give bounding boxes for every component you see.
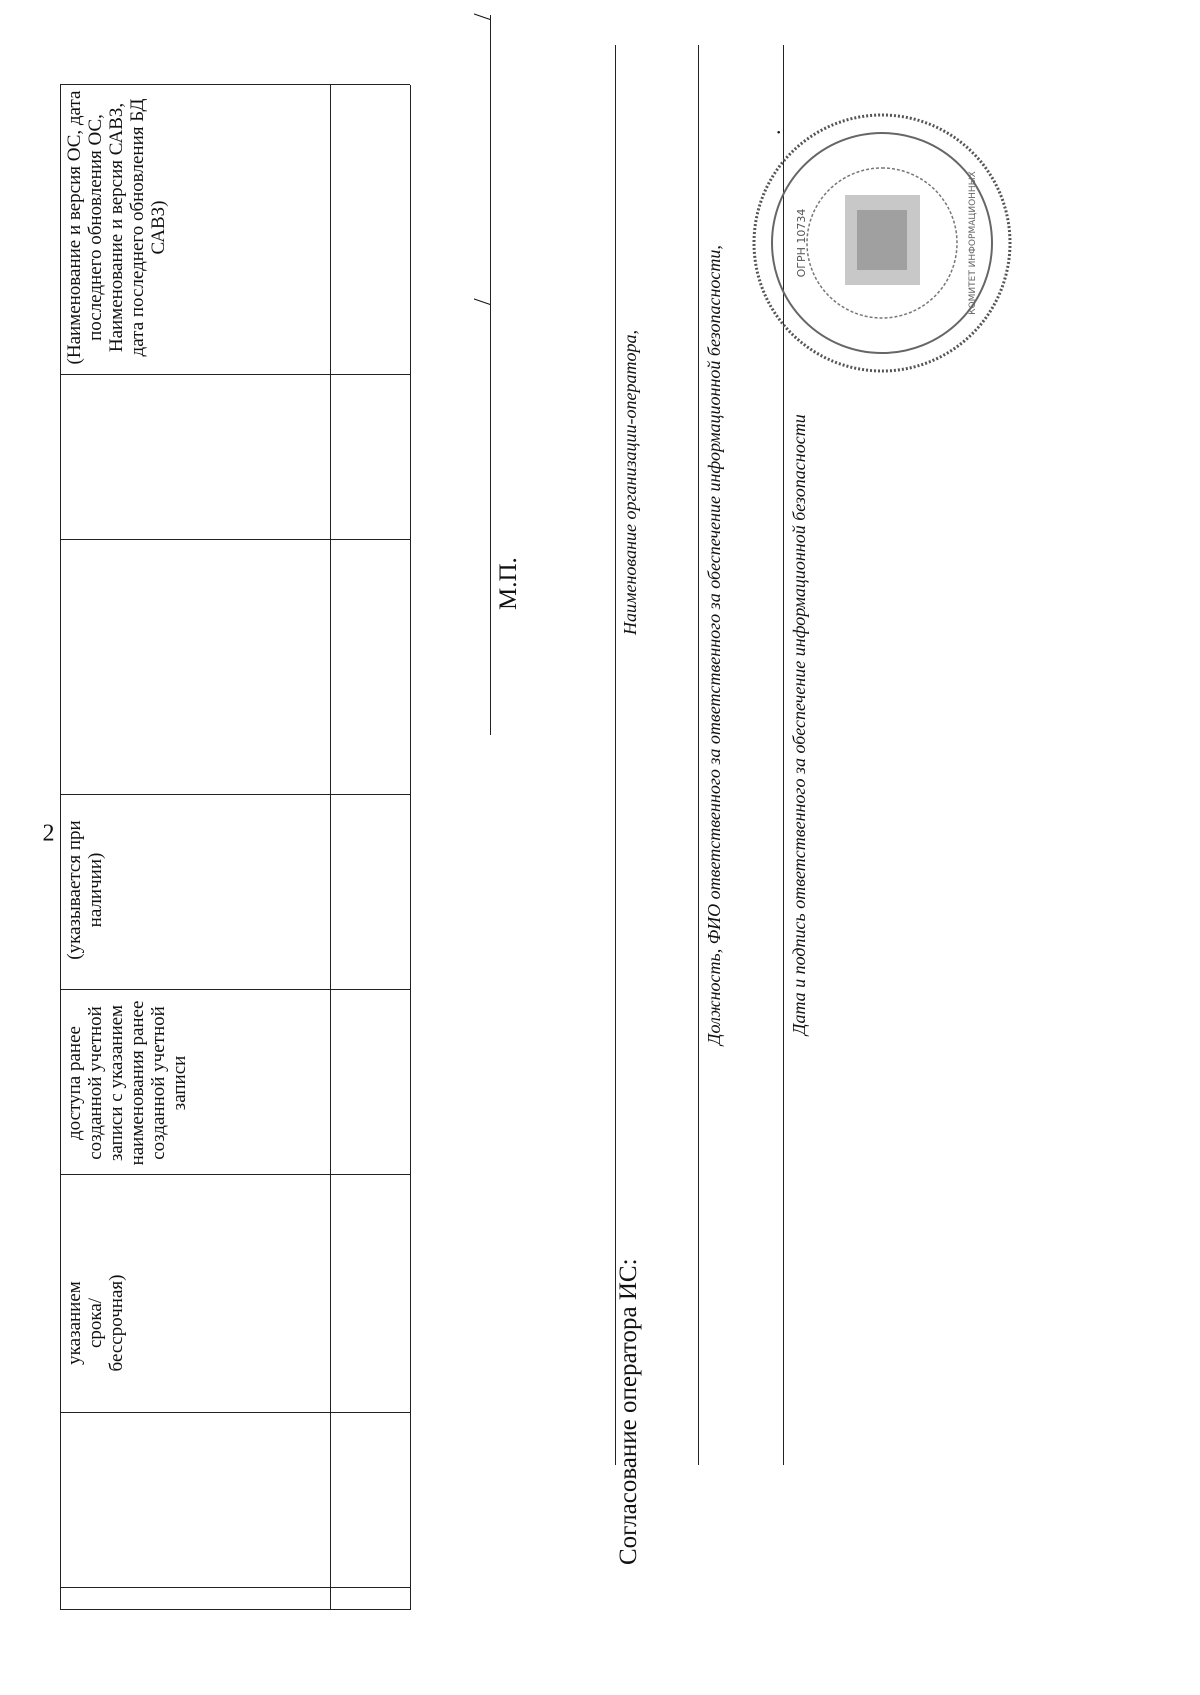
mp-label: М.П. [495, 557, 522, 610]
data-table [60, 85, 410, 1610]
page-number: 2 [42, 820, 55, 847]
trailing-dot: . [760, 129, 785, 135]
position-caption: Должность, ФИО ответственного за ответственного за обеспечение информационной безопасности, [704, 245, 724, 1045]
svg-text:ОГРН 10734: ОГРН 10734 [795, 208, 808, 278]
table-cell: (Наименование и версия ОС, дата последнего обновления ОС, Наименование и версия САВЗ, дата последнего обновления БД САВЗ) [64, 90, 169, 365]
signature-line [490, 15, 491, 735]
official-stamp-icon [745, 105, 1020, 380]
svg-text:КОМИТЕТ ИНФОРМАЦИОННЫХ: КОМИТЕТ ИНФОРМАЦИОННЫХ [968, 171, 978, 315]
org-line [615, 45, 616, 1465]
agreement-heading: Согласование оператора ИС: [615, 1258, 642, 1565]
table-cell: (указывается при наличии) [64, 820, 106, 960]
slash-mark: / [470, 298, 496, 305]
org-caption: Наименование организации-оператора, [620, 330, 640, 635]
slash-mark: / [470, 13, 496, 20]
table-cell: указанием срока/ бессрочная) [64, 1274, 127, 1372]
position-line [698, 45, 699, 1465]
date-caption: Дата и подпись ответственного за обеспечение информационной безопасности [789, 414, 809, 1035]
table-cell: доступа ранее созданной учетной записи с указанием наименования ранее созданной учетной записи [64, 1000, 190, 1166]
